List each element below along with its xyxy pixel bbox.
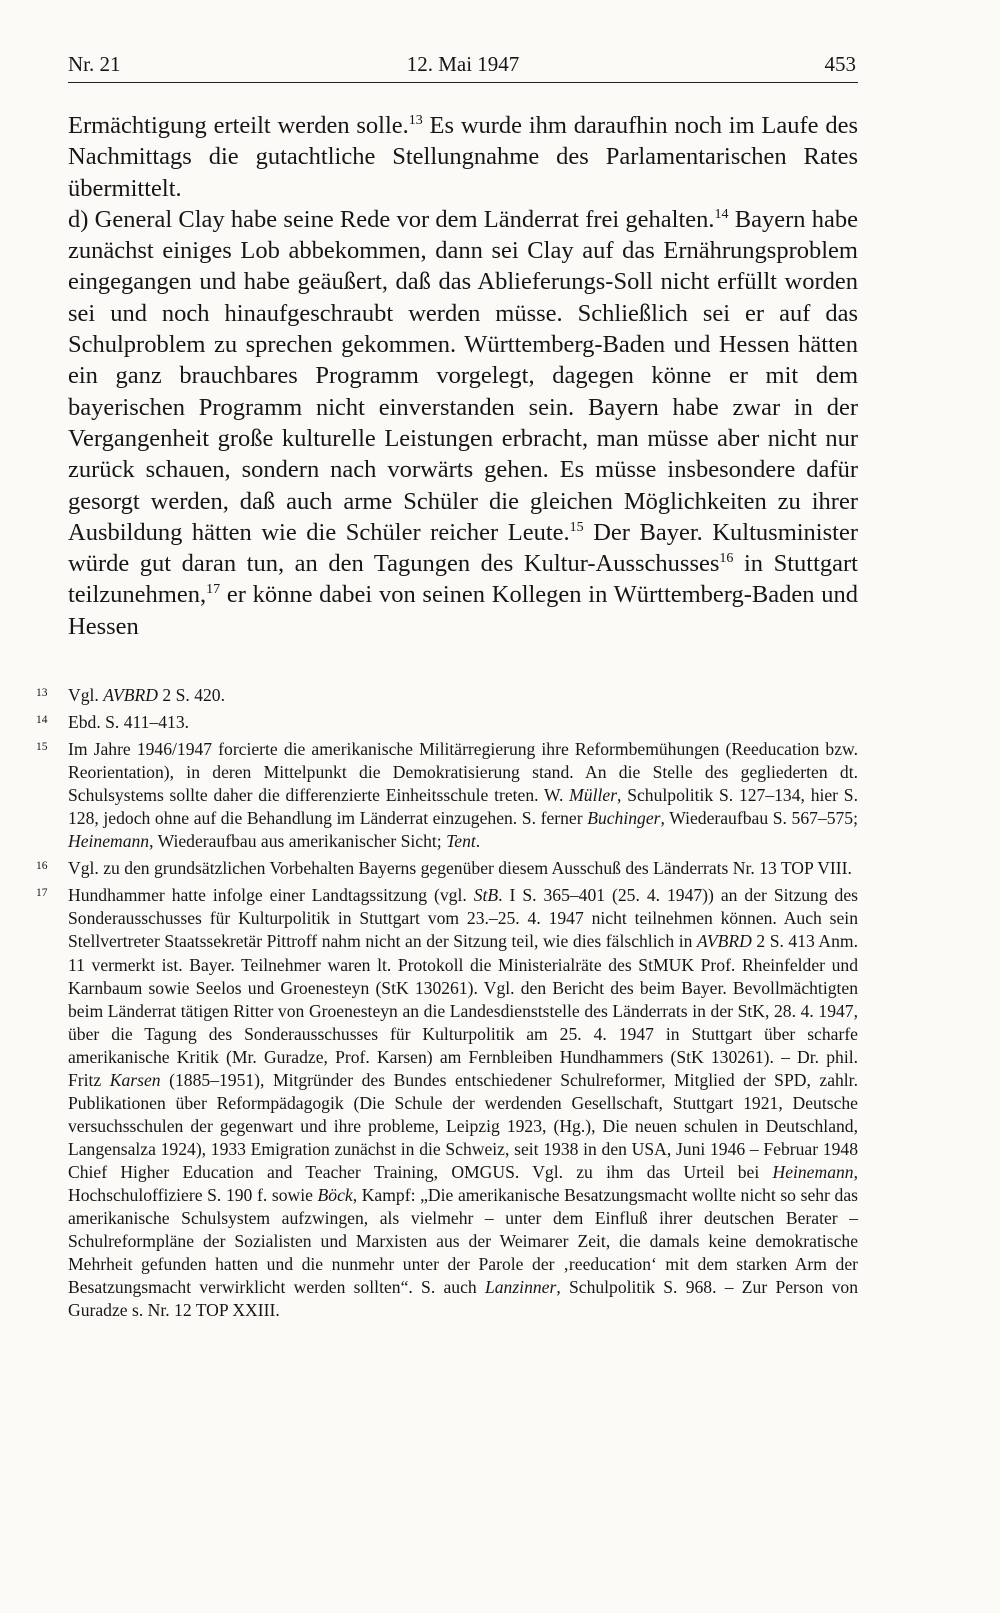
paragraph-item-d: d) General Clay habe seine Rede vor dem Länderrat frei gehalten.$^{14}$ Bayern habe zunächst einiges Lob abbekommen, dann sei Clay auf das Ernährungsproblem eingegangen und habe geäußert, daß das Ablieferungs-Soll nicht erfüllt worden sei und noch hinaufgeschraubt werden müsse. Schließlich sei er auf das Schulproblem zu sprechen gekommen. Württemberg-Baden und Hessen hätten ein ganz brauchbares Programm vorgelegt, dagegen könne er mit dem bayerischen Programm nicht einverstanden sein. Bayern habe zwar in der Vergangenheit große kulturelle Leistungen erbracht, man müsse aber nicht nur zurück schauen, sondern nach vorwärts gehen. Es müsse insbesondere dafür gesorgt werden, daß auch arme Schüler die gleichen Möglichkeiten zu ihrer Ausbildung hätten wie die Schüler reicher Leute.$^{15}$ Der Bayer. Kultusminister würde gut daran tun, an den Tagungen des Kultur-Ausschusses$^{16}$ in Stuttgart teilzunehmen,$^{17}$ er könne dabei von seinen Kollegen in Württemberg-Baden und Hessen (68, 205, 858, 640)
footnote-number: 13 (36, 687, 48, 699)
footnote-15: 15 Im Jahre 1946/1947 forcierte die amerikanische Militärregierung ihre Reformbemühungen (Reeducation bzw. Reorientation), in deren Mittelpunkt die Demokratisierung stand. An die Stelle des gegliederten dt. Schulsystems sollte daher die differenzierte Einheitsschule treten. W. Müller, Schulpolitik S. 127–134, hier S. 128, jedoch ohne auf die Behandlung im Länderrat einzugehen. S. ferner Buchinger, Wiederaufbau S. 567–575; Heinemann, Wiederaufbau aus amerikanischer Sicht; Tent. (36, 738, 858, 853)
footnotes (36, 684, 858, 1326)
header-date: 12. Mai 1947 (406, 52, 520, 76)
footnote-number: 17 (36, 887, 48, 900)
footnote-number: 15 (36, 741, 48, 754)
footnote-ref-15[interactable]: 15 (569, 519, 584, 535)
footnote-16: 16 Vgl. zu den grundsätzlichen Vorbehalten Bayerns gegenüber diesem Ausschuß des Länderrats Nr. 13 TOP VIII. (36, 857, 858, 880)
main-text (68, 110, 858, 642)
footnote-number: 14 (36, 714, 48, 727)
footnote-ref-13[interactable]: 13 (408, 113, 423, 128)
issue-number: Nr. 21 (68, 52, 121, 76)
paragraph-continuation: Ermächtigung erteilt werden solle.$^{13}$ Es wurde ihm daraufhin noch im Laufe des Nachmittags die gutachtliche Stellungnahme des Parlamentarischen Rates übermittelt. (68, 112, 858, 202)
footnote-14: 14 Ebd. S. 411–413. (36, 711, 858, 734)
footnote-ref-14[interactable]: 14 (714, 206, 729, 222)
footnote-13: 13 Vgl. AVBRD 2 S. 420. (36, 684, 858, 707)
footnote-ref-17[interactable]: 17 (206, 582, 221, 598)
running-header (68, 46, 858, 83)
footnote-number: 16 (36, 860, 48, 873)
footnote-ref-16[interactable]: 16 (719, 551, 734, 567)
page-number: 453 (824, 52, 856, 76)
footnote-17: 17 Hundhammer hatte infolge einer Landtagssitzung (vgl. StB. I S. 365–401 (25. 4. 1947)) an der Sitzung des Sonderausschusses für Kulturpolitik in Stuttgart vom 23.–25. 4. 1947 nicht teilnehmen können. Auch sein Stellvertreter Staatssekretär Pittroff nahm nicht an der Sitzung teil, wie dies fälschlich in AVBRD 2 S. 413 Anm. 11 vermerkt ist. Bayer. Teilnehmer waren lt. Protokoll die Ministerialräte des StMUK Prof. Rheinfelder und Karnbaum sowie Seelos und Groenesteyn (StK 130261). Vgl. den Bericht des beim Bayer. Bevollmächtigten beim Länderrat tätigen Ritter von Groenesteyn an die Landesdienststelle des Länderrats in der StK, 28. 4. 1947, über die Tagung des Sonderausschusses für Kulturpolitik am 25. 4. 1947 in Stuttgart über scharfe amerikanische Kritik (Mr. Guradze, Prof. Karsen) am Fernbleiben Hundhammers (StK 130261). – Dr. phil. Fritz Karsen (1885–1951), Mitgründer des Bundes entschiedener Schulreformer, Mitglied der SPD, zahlr. Publikationen über Reformpädagogik (Die Schule der werdenden Gesellschaft, Stuttgart 1921, Deutsche versuchsschulen der gegenwart und ihre probleme, Leipzig 1923, (Hg.), Die neuen schulen in Deutschland, Langensalza 1924), 1933 Emigration zunächst in die Schweiz, seit 1938 in den USA, Juni 1946 – Februar 1948 Chief Higher Education and Teacher Training, OMGUS. Vgl. zu ihm das Urteil bei Heinemann, Hochschuloffiziere S. 190 f. sowie Böck, Kampf: „Die amerikanische Besatzungsmacht wollte nicht so sehr das amerikanische Schulsystem aufzwingen, als vielmehr – unter dem Einfluß ihrer deutschen Berater – Schulreformpläne der Sozialisten und Marxisten aus der Weimarer Zeit, die damals keine demokratische Mehrheit gefunden hatten und die nunmehr unter der Parole der ‚reeducation‘ mit dem starken Arm der Besatzungsmacht verwirklicht werden sollten“. S. auch Lanzinner, Schulpolitik S. 968. – Zur Person von Guradze s. Nr. 12 TOP XXIII. (36, 884, 858, 1322)
